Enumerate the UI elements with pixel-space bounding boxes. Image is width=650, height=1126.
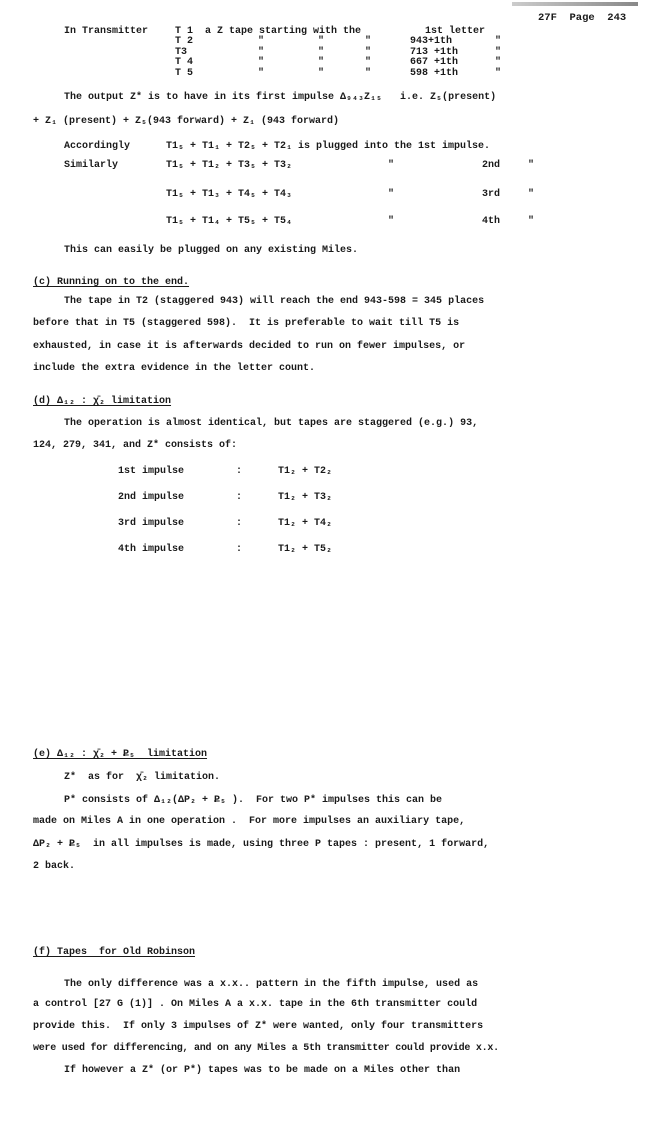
output-line-1: The output Z* is to have in its first impulse Δ₉₄₃Z₁₅ i.e. Z₅(present) <box>64 92 497 103</box>
transmitter-id: T 2 <box>175 36 194 47</box>
ditto-mark: " <box>528 189 535 200</box>
section-f-line: If however a Z* (or P*) tapes was to be made on a Miles other than <box>64 1065 461 1076</box>
section-f-line: a control [27 G (1)] . On Miles A a x.x. tape in the 6th transmitter could <box>33 999 478 1010</box>
start-letter: 943+1th <box>410 36 453 47</box>
section-e-line: ΔP₂ + P̿₅ in all impulses is made, using three P tapes : present, 1 forward, <box>33 839 490 850</box>
section-d-heading: (d) Δ₁₂ : χ̄₂ limitation <box>33 396 172 407</box>
section-c-heading: (c) Running on to the end. <box>33 277 190 288</box>
ditto-mark: " <box>495 47 502 58</box>
plug-formula: T1₅ + T1₃ + T4₅ + T4₃ <box>166 189 293 200</box>
impulse-number: 2nd <box>482 160 501 171</box>
impulse-separator: : <box>236 544 243 555</box>
impulse-separator: : <box>236 466 243 477</box>
ditto-mark: " <box>365 36 372 47</box>
section-d-line: The operation is almost identical, but tapes are staggered (e.g.) 93, <box>64 418 479 429</box>
ditto-mark: " <box>495 68 502 79</box>
ditto-mark: " <box>528 216 535 227</box>
section-e-line: 2 back. <box>33 861 76 872</box>
section-f-line: were used for differencing, and on any Miles a 5th transmitter could provide x.x. <box>33 1043 499 1054</box>
ditto-mark: " <box>318 57 325 68</box>
transmitter-id: T 1 <box>175 26 194 37</box>
transmitter-desc: a Z tape starting with the <box>205 26 362 37</box>
section-c-line: exhausted, in case it is afterwards decided to run on fewer impulses, or <box>33 341 466 352</box>
impulse-formula: T1₂ + T4₂ <box>278 518 333 529</box>
ditto-mark: " <box>388 160 395 171</box>
section-f-line: The only difference was a x.x.. pattern in the fifth impulse, used as <box>64 979 479 990</box>
ditto-mark: " <box>495 36 502 47</box>
impulse-name: 3rd impulse <box>118 518 185 529</box>
impulse-number: 3rd <box>482 189 501 200</box>
plug-label: Accordingly <box>64 141 131 152</box>
impulse-formula: T1₂ + T3₂ <box>278 492 333 503</box>
plug-note: This can easily be plugged on any existing Miles. <box>64 245 359 256</box>
impulse-formula: T1₂ + T2₂ <box>278 466 333 477</box>
impulse-formula: T1₂ + T5₂ <box>278 544 333 555</box>
ditto-mark: " <box>258 36 265 47</box>
start-letter: 1st letter <box>425 26 486 37</box>
plug-formula: T1₅ + T1₂ + T3₅ + T3₂ <box>166 160 293 171</box>
page-reference: 27F Page 243 <box>538 12 627 24</box>
ditto-mark: " <box>365 47 372 58</box>
transmitter-id: T3 <box>175 47 188 58</box>
ditto-mark: " <box>258 57 265 68</box>
impulse-name: 1st impulse <box>118 466 185 477</box>
impulse-number: 4th <box>482 216 501 227</box>
plug-label: Similarly <box>64 160 119 171</box>
plug-formula: T1₅ + T1₄ + T5₅ + T5₄ <box>166 216 293 227</box>
transmitter-intro: In Transmitter <box>64 26 149 37</box>
ditto-mark: " <box>258 68 265 79</box>
start-letter: 598 +1th <box>410 68 459 79</box>
ditto-mark: " <box>388 189 395 200</box>
impulse-name: 2nd impulse <box>118 492 185 503</box>
ditto-mark: " <box>495 57 502 68</box>
section-e-line: P* consists of Δ₁₂(ΔP₂ + P̿₅ ). For two P* impulses this can be <box>64 795 443 806</box>
ditto-mark: " <box>365 57 372 68</box>
section-f-heading: (f) Tapes for Old Robinson <box>33 947 196 958</box>
impulse-separator: : <box>236 518 243 529</box>
impulse-separator: : <box>236 492 243 503</box>
section-c-line: include the extra evidence in the letter count. <box>33 363 316 374</box>
output-line-2: + Z₁ (present) + Z₅(943 forward) + Z₁ (943 forward) <box>33 116 340 127</box>
ditto-mark: " <box>318 68 325 79</box>
section-d-line: 124, 279, 341, and Z* consists of: <box>33 440 238 451</box>
ditto-mark: " <box>365 68 372 79</box>
ditto-mark: " <box>318 47 325 58</box>
section-c-line: The tape in T2 (staggered 943) will reach the end 943-598 = 345 places <box>64 296 485 307</box>
ditto-mark: " <box>318 36 325 47</box>
section-c-line: before that in T5 (staggered 598). It is preferable to wait till T5 is <box>33 318 460 329</box>
ditto-mark: " <box>258 47 265 58</box>
transmitter-id: T 5 <box>175 68 194 79</box>
ditto-mark: " <box>528 160 535 171</box>
transmitter-id: T 4 <box>175 57 194 68</box>
section-e-line: made on Miles A in one operation . For more impulses an auxiliary tape, <box>33 816 466 827</box>
section-e-line: Z* as for χ̄₂ limitation. <box>64 772 221 783</box>
impulse-name: 4th impulse <box>118 544 185 555</box>
start-letter: 667 +1th <box>410 57 459 68</box>
section-e-heading: (e) Δ₁₂ : χ̄₂ + P̿₅ limitation <box>33 749 208 760</box>
plug-formula: T1₅ + T1₁ + T2₅ + T2₁ is plugged into the 1st impulse. <box>166 141 491 152</box>
section-f-line: provide this. If only 3 impulses of Z* were wanted, only four transmitters <box>33 1021 484 1032</box>
header-smudge <box>512 2 638 6</box>
start-letter: 713 +1th <box>410 47 459 58</box>
ditto-mark: " <box>388 216 395 227</box>
